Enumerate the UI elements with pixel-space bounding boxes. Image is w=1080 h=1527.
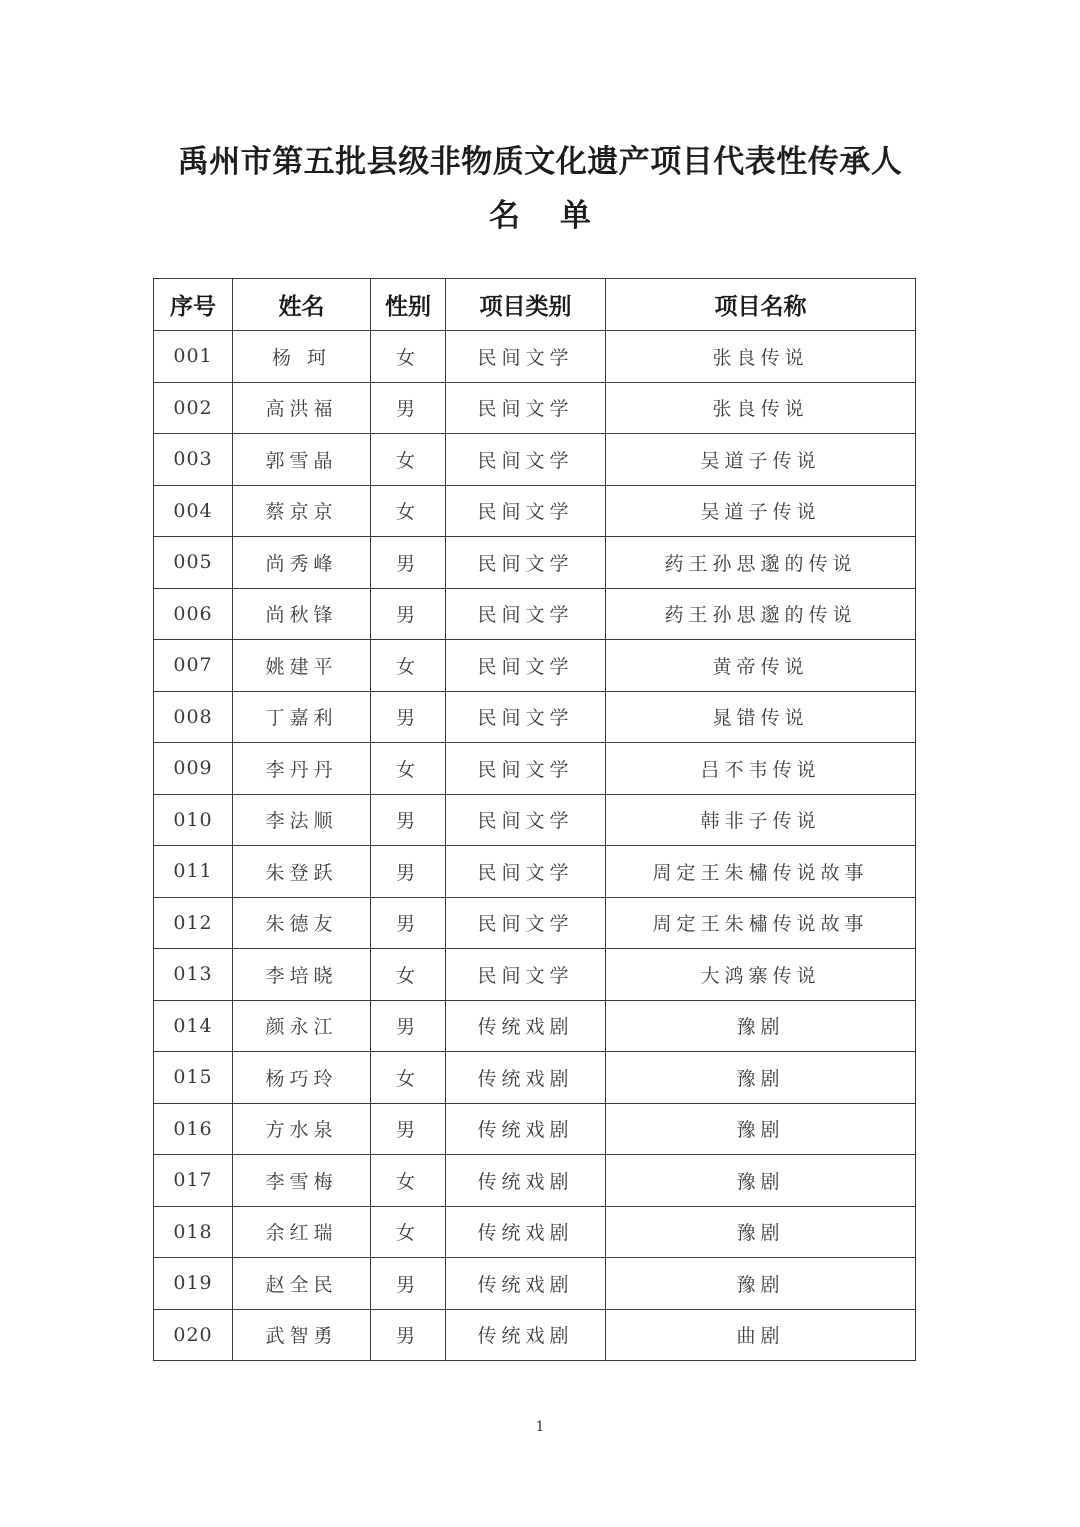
table-row xyxy=(154,1206,916,1258)
cell-category: 民间文学 xyxy=(446,691,606,743)
cell-name: 颜永江 xyxy=(233,1000,371,1052)
cell-project: 张良传说 xyxy=(606,331,916,383)
cell-name: 尚秋锋 xyxy=(233,588,371,640)
cell-gender: 男 xyxy=(371,897,446,949)
cell-project: 豫剧 xyxy=(606,1206,916,1258)
cell-category: 民间文学 xyxy=(446,382,606,434)
cell-number: 010 xyxy=(154,794,233,846)
cell-project: 豫剧 xyxy=(606,1000,916,1052)
table-row xyxy=(154,897,916,949)
table-row xyxy=(154,1309,916,1361)
cell-number: 003 xyxy=(154,434,233,486)
cell-gender: 男 xyxy=(371,846,446,898)
table-row xyxy=(154,794,916,846)
cell-name: 朱德友 xyxy=(233,897,371,949)
cell-gender: 女 xyxy=(371,1052,446,1104)
cell-gender: 女 xyxy=(371,1206,446,1258)
cell-name: 赵全民 xyxy=(233,1258,371,1310)
cell-gender: 男 xyxy=(371,588,446,640)
cell-name: 余红瑞 xyxy=(233,1206,371,1258)
cell-category: 民间文学 xyxy=(446,846,606,898)
table-row xyxy=(154,640,916,692)
page-number: 1 xyxy=(535,1419,545,1435)
cell-project: 周定王朱橚传说故事 xyxy=(606,897,916,949)
table-body xyxy=(154,331,916,1361)
cell-name: 武智勇 xyxy=(233,1309,371,1361)
column-header-project: 项目名称 xyxy=(606,279,916,331)
cell-project: 豫剧 xyxy=(606,1052,916,1104)
cell-project: 曲剧 xyxy=(606,1309,916,1361)
cell-name: 尚秀峰 xyxy=(233,537,371,589)
cell-category: 民间文学 xyxy=(446,640,606,692)
cell-gender: 男 xyxy=(371,691,446,743)
cell-project: 药王孙思邈的传说 xyxy=(606,588,916,640)
cell-gender: 女 xyxy=(371,434,446,486)
cell-number: 004 xyxy=(154,485,233,537)
cell-project: 晁错传说 xyxy=(606,691,916,743)
cell-category: 民间文学 xyxy=(446,537,606,589)
inheritor-table xyxy=(153,278,916,1361)
column-header-number: 序号 xyxy=(154,279,233,331)
document-title: 禹州市第五批县级非物质文化遗产项目代表性传承人 xyxy=(177,144,903,180)
cell-number: 018 xyxy=(154,1206,233,1258)
column-header-gender: 性别 xyxy=(371,279,446,331)
cell-number: 013 xyxy=(154,949,233,1001)
cell-category: 传统戏剧 xyxy=(446,1309,606,1361)
cell-project: 豫剧 xyxy=(606,1155,916,1207)
cell-name: 丁嘉利 xyxy=(233,691,371,743)
cell-category: 民间文学 xyxy=(446,949,606,1001)
cell-category: 民间文学 xyxy=(446,588,606,640)
table-row xyxy=(154,846,916,898)
cell-project: 张良传说 xyxy=(606,382,916,434)
cell-category: 传统戏剧 xyxy=(446,1155,606,1207)
cell-category: 民间文学 xyxy=(446,794,606,846)
cell-name: 李培晓 xyxy=(233,949,371,1001)
cell-name: 朱登跃 xyxy=(233,846,371,898)
cell-gender: 女 xyxy=(371,949,446,1001)
cell-number: 007 xyxy=(154,640,233,692)
column-header-category: 项目类别 xyxy=(446,279,606,331)
cell-category: 传统戏剧 xyxy=(446,1000,606,1052)
table-row xyxy=(154,1258,916,1310)
cell-project: 吴道子传说 xyxy=(606,485,916,537)
cell-name: 郭雪晶 xyxy=(233,434,371,486)
cell-project: 大鸿寨传说 xyxy=(606,949,916,1001)
document-subtitle: 名单 xyxy=(489,198,631,234)
cell-number: 019 xyxy=(154,1258,233,1310)
cell-name: 姚建平 xyxy=(233,640,371,692)
table-row xyxy=(154,1103,916,1155)
cell-name: 杨巧玲 xyxy=(233,1052,371,1104)
table-row xyxy=(154,537,916,589)
cell-number: 015 xyxy=(154,1052,233,1104)
cell-project: 黄帝传说 xyxy=(606,640,916,692)
cell-project: 吕不韦传说 xyxy=(606,743,916,795)
table-header-row xyxy=(154,279,916,331)
cell-number: 009 xyxy=(154,743,233,795)
cell-gender: 男 xyxy=(371,382,446,434)
cell-number: 006 xyxy=(154,588,233,640)
table-row xyxy=(154,743,916,795)
table-row xyxy=(154,588,916,640)
cell-gender: 男 xyxy=(371,537,446,589)
cell-gender: 女 xyxy=(371,485,446,537)
cell-gender: 女 xyxy=(371,640,446,692)
cell-category: 民间文学 xyxy=(446,485,606,537)
cell-number: 001 xyxy=(154,331,233,383)
cell-category: 民间文学 xyxy=(446,897,606,949)
table-row xyxy=(154,949,916,1001)
cell-project: 豫剧 xyxy=(606,1258,916,1310)
cell-gender: 男 xyxy=(371,1258,446,1310)
cell-name: 蔡京京 xyxy=(233,485,371,537)
cell-category: 传统戏剧 xyxy=(446,1052,606,1104)
cell-number: 014 xyxy=(154,1000,233,1052)
cell-gender: 女 xyxy=(371,743,446,795)
cell-number: 008 xyxy=(154,691,233,743)
table-row xyxy=(154,434,916,486)
cell-category: 传统戏剧 xyxy=(446,1103,606,1155)
cell-gender: 男 xyxy=(371,1103,446,1155)
cell-number: 002 xyxy=(154,382,233,434)
cell-number: 017 xyxy=(154,1155,233,1207)
cell-category: 民间文学 xyxy=(446,743,606,795)
cell-project: 吴道子传说 xyxy=(606,434,916,486)
cell-name: 高洪福 xyxy=(233,382,371,434)
table-row xyxy=(154,1052,916,1104)
cell-gender: 男 xyxy=(371,1000,446,1052)
cell-category: 传统戏剧 xyxy=(446,1258,606,1310)
cell-gender: 男 xyxy=(371,1309,446,1361)
cell-name: 李法顺 xyxy=(233,794,371,846)
cell-category: 民间文学 xyxy=(446,434,606,486)
table-row xyxy=(154,1000,916,1052)
cell-category: 民间文学 xyxy=(446,331,606,383)
cell-gender: 女 xyxy=(371,1155,446,1207)
cell-number: 011 xyxy=(154,846,233,898)
cell-project: 药王孙思邈的传说 xyxy=(606,537,916,589)
cell-gender: 男 xyxy=(371,794,446,846)
cell-number: 012 xyxy=(154,897,233,949)
cell-number: 020 xyxy=(154,1309,233,1361)
table-row xyxy=(154,331,916,383)
table-row xyxy=(154,1155,916,1207)
table-row xyxy=(154,691,916,743)
cell-number: 005 xyxy=(154,537,233,589)
table-row xyxy=(154,382,916,434)
table-row xyxy=(154,485,916,537)
cell-project: 韩非子传说 xyxy=(606,794,916,846)
cell-name: 李丹丹 xyxy=(233,743,371,795)
cell-category: 传统戏剧 xyxy=(446,1206,606,1258)
cell-number: 016 xyxy=(154,1103,233,1155)
column-header-name: 姓名 xyxy=(233,279,371,331)
cell-name: 李雪梅 xyxy=(233,1155,371,1207)
cell-project: 豫剧 xyxy=(606,1103,916,1155)
cell-gender: 女 xyxy=(371,331,446,383)
cell-name: 方水泉 xyxy=(233,1103,371,1155)
cell-name: 杨 珂 xyxy=(233,331,371,383)
cell-project: 周定王朱橚传说故事 xyxy=(606,846,916,898)
